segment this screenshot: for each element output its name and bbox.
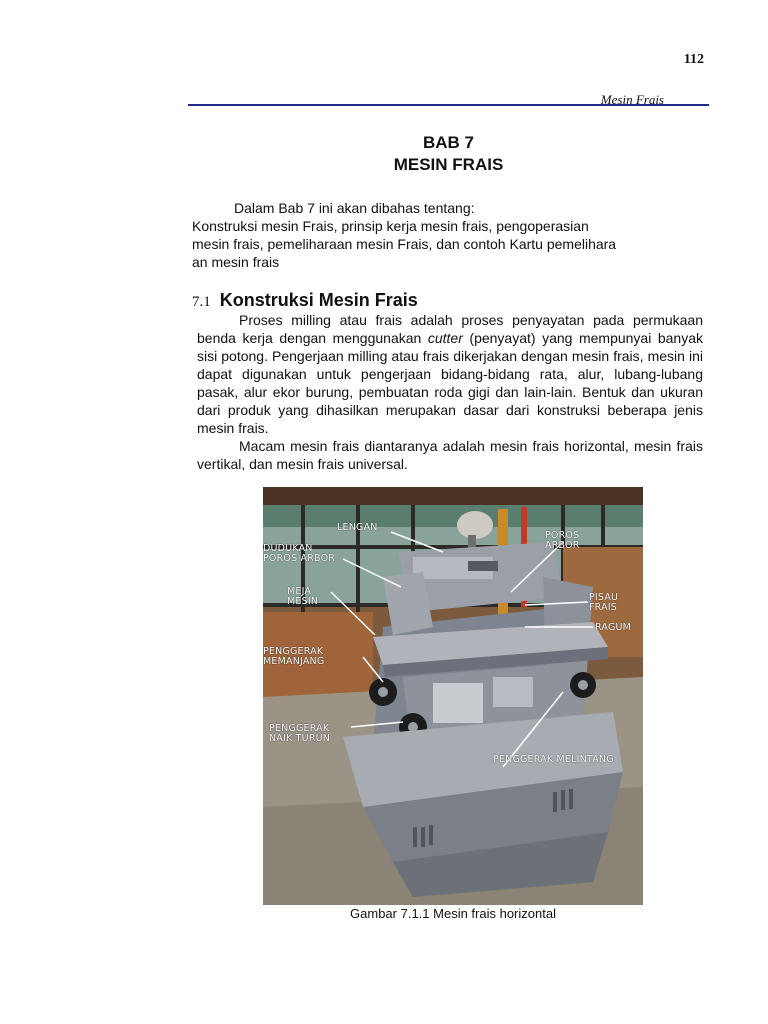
header-rule	[188, 104, 709, 106]
paragraph-text: Proses milling atau frais adalah proses penyayatan pada permukaan benda kerja dengan menggunakan	[197, 312, 703, 346]
label-line: PENGGERAK	[269, 723, 330, 734]
label-penggerak-melintang: PENGGERAK MELINTANG	[493, 754, 614, 765]
milling-machine-photo	[263, 487, 643, 905]
label-line: PISAU	[589, 592, 619, 603]
chapter-intro	[192, 199, 707, 271]
intro-line: Konstruksi mesin Frais, prinsip kerja mesin frais, pengoperasian	[192, 218, 589, 234]
running-title: Mesin Frais	[600, 92, 664, 107]
section-number: 7.1	[192, 294, 211, 310]
paragraph-text: (penyayat) yang mempunyai banyak sisi potong. Pengerjaan milling atau frais dikerjakan dengan mesin frais, mesin ini dapat digunakan untuk pengerjaan bidang-bidang rata, alur, lubang-lubang pasak, alur ekor burung, pembuatan roda gigi dan lain-lain. Bentuk dan ukuran dari produk yang dihasilkan merupakan dasar dari konstruksi beberapa jenis mesin frais.	[197, 330, 704, 436]
chapter-name: MESIN FRAIS	[393, 155, 504, 174]
section-title: Konstruksi Mesin Frais	[219, 290, 418, 310]
figure-caption: Gambar 7.1.1 Mesin frais horizontal	[350, 906, 556, 921]
label-line: PENGGERAK	[263, 646, 324, 657]
label-penggerak-naik-turun	[269, 724, 330, 744]
label-penggerak-memanjang	[263, 647, 324, 667]
label-line: POROS ARBOR	[263, 553, 336, 564]
label-line: NAIK TURUN	[269, 733, 331, 744]
label-pisau-frais	[589, 593, 618, 613]
label-meja-mesin	[287, 587, 318, 607]
chapter-number: BAB 7	[422, 133, 474, 152]
label-poros-arbor	[545, 531, 580, 551]
intro-line: Dalam Bab 7 ini akan dibahas tentang:	[234, 200, 475, 216]
label-line: MEMANJANG	[263, 656, 325, 667]
paragraph	[197, 311, 703, 437]
paragraph: Macam mesin frais diantaranya adalah mesin frais horizontal, mesin frais vertikal, dan mesin frais universal.	[197, 438, 703, 472]
page-number: 112	[683, 52, 704, 67]
intro-line: an mesin frais	[192, 254, 280, 270]
chapter-title	[188, 132, 709, 176]
section-body	[197, 311, 703, 473]
intro-line: mesin frais, pemeliharaan mesin Frais, dan contoh Kartu pemelihara	[192, 236, 617, 252]
label-lengan: LENGAN	[337, 522, 378, 533]
label-line: ARBOR	[545, 540, 580, 551]
label-dudukan-poros-arbor	[263, 544, 335, 564]
label-line: POROS	[545, 530, 580, 541]
label-line: MESIN	[287, 596, 319, 607]
label-line: FRAIS	[589, 602, 618, 613]
term-cutter: cutter	[427, 330, 463, 346]
label-line: MEJA	[287, 586, 312, 597]
label-line: DUDUKAN	[263, 543, 313, 554]
label-ragum: RAGUM	[595, 622, 632, 633]
